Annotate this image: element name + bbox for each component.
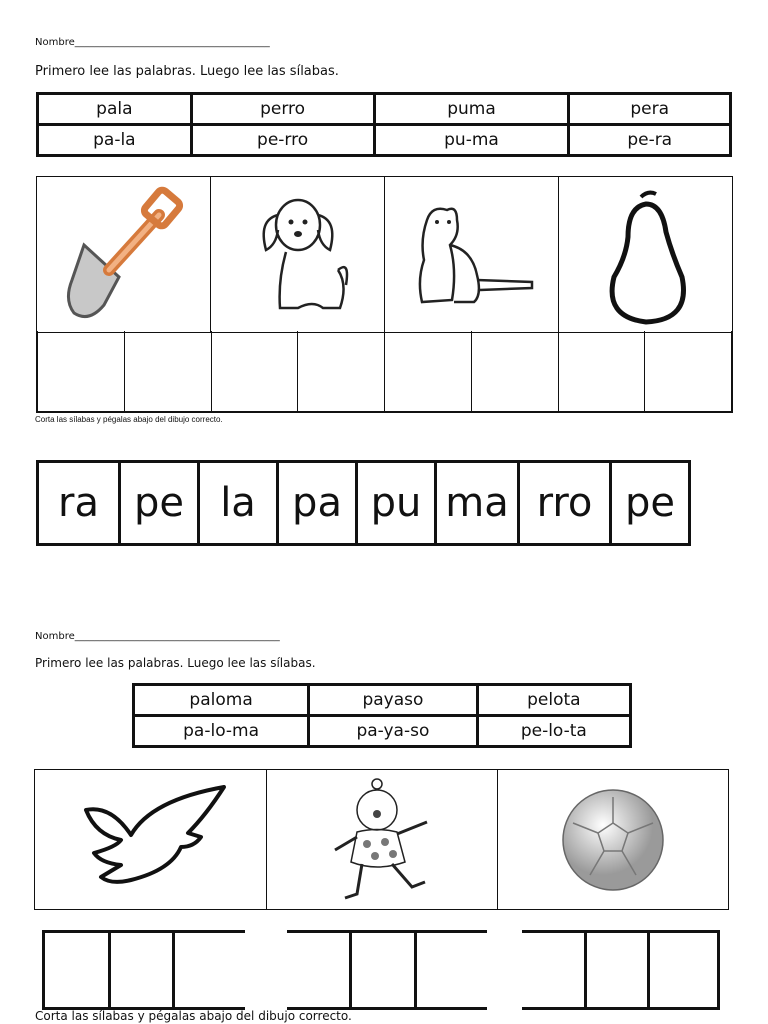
syllable-card[interactable]: pa <box>279 463 358 543</box>
name-label: Nombre <box>35 37 75 48</box>
name-label: Nombre <box>35 631 75 642</box>
glue-box[interactable] <box>584 933 647 1007</box>
syllable-card[interactable]: pe <box>121 463 200 543</box>
glue-box[interactable] <box>414 933 487 1007</box>
word-cell: paloma <box>134 685 309 716</box>
glue-box[interactable] <box>522 933 584 1007</box>
glue-box[interactable] <box>212 331 299 411</box>
name-line: _______________________________________ <box>74 37 270 48</box>
glue-box[interactable] <box>349 933 414 1007</box>
syllable-card[interactable]: pe <box>625 480 675 526</box>
word-table <box>36 92 732 157</box>
glue-box[interactable] <box>108 933 172 1007</box>
word-cell: pelota <box>477 685 630 716</box>
name-field <box>35 631 280 642</box>
syllable-cell: pu-ma <box>374 125 569 156</box>
glue-box[interactable] <box>172 933 245 1007</box>
syllable-card[interactable]: ma <box>437 463 520 543</box>
syllable-cell: pe-lo-ta <box>477 716 630 747</box>
word-cell: pera <box>569 94 731 125</box>
syllable-card[interactable]: ra <box>39 463 121 543</box>
glue-box[interactable] <box>559 331 646 411</box>
name-line: _________________________________________ <box>74 631 280 642</box>
glue-box-group <box>287 930 487 1010</box>
word-table <box>132 683 632 748</box>
name-field <box>35 37 270 48</box>
syllable-card[interactable]: pu <box>358 463 437 543</box>
glue-box[interactable] <box>125 331 212 411</box>
dog-icon <box>238 190 358 320</box>
syllable-cell: pa-la <box>38 125 192 156</box>
picture-cell <box>211 177 385 332</box>
shovel-icon <box>64 185 184 325</box>
puma-icon <box>402 190 542 320</box>
glue-box[interactable] <box>647 933 716 1007</box>
clown-icon <box>327 772 437 907</box>
glue-box[interactable] <box>645 331 731 411</box>
syllable-cell: pe-rro <box>191 125 374 156</box>
word-cell: puma <box>374 94 569 125</box>
picture-grid <box>36 176 733 333</box>
glue-box[interactable] <box>385 331 472 411</box>
dove-icon <box>76 785 226 895</box>
glue-box[interactable] <box>287 933 349 1007</box>
picture-cell <box>498 770 728 909</box>
syllable-cell: pe-ra <box>569 125 731 156</box>
word-cell: perro <box>191 94 374 125</box>
pear-icon <box>596 182 696 327</box>
glue-box[interactable] <box>298 331 385 411</box>
instructions: Primero lee las palabras. Luego lee las sílabas. <box>35 656 316 670</box>
instructions: Primero lee las palabras. Luego lee las sílabas. <box>35 64 339 79</box>
cut-instructions: Corta las sílabas y pégalas abajo del dibujo correcto. <box>35 415 223 424</box>
glue-boxes <box>36 331 733 413</box>
glue-box-group <box>522 930 720 1010</box>
picture-grid <box>34 769 729 910</box>
glue-box-group <box>42 930 245 1010</box>
picture-cell <box>267 770 498 909</box>
picture-cell <box>37 177 211 332</box>
cut-instructions: Corta las sílabas y pégalas abajo del dibujo correcto. <box>35 1009 352 1023</box>
syllable-cell: pa-lo-ma <box>134 716 309 747</box>
syllable-card[interactable]: la <box>200 463 279 543</box>
syllable-card[interactable]: rro <box>520 463 612 543</box>
word-cell: pala <box>38 94 192 125</box>
syllable-cell: pa-ya-so <box>309 716 478 747</box>
picture-cell <box>35 770 267 909</box>
glue-box[interactable] <box>38 331 125 411</box>
glue-box[interactable] <box>42 933 108 1007</box>
glue-box[interactable] <box>472 331 559 411</box>
picture-cell <box>559 177 732 332</box>
syllable-cards <box>36 460 691 546</box>
picture-cell <box>385 177 559 332</box>
soccer-ball-icon <box>558 785 668 895</box>
word-cell: payaso <box>309 685 478 716</box>
